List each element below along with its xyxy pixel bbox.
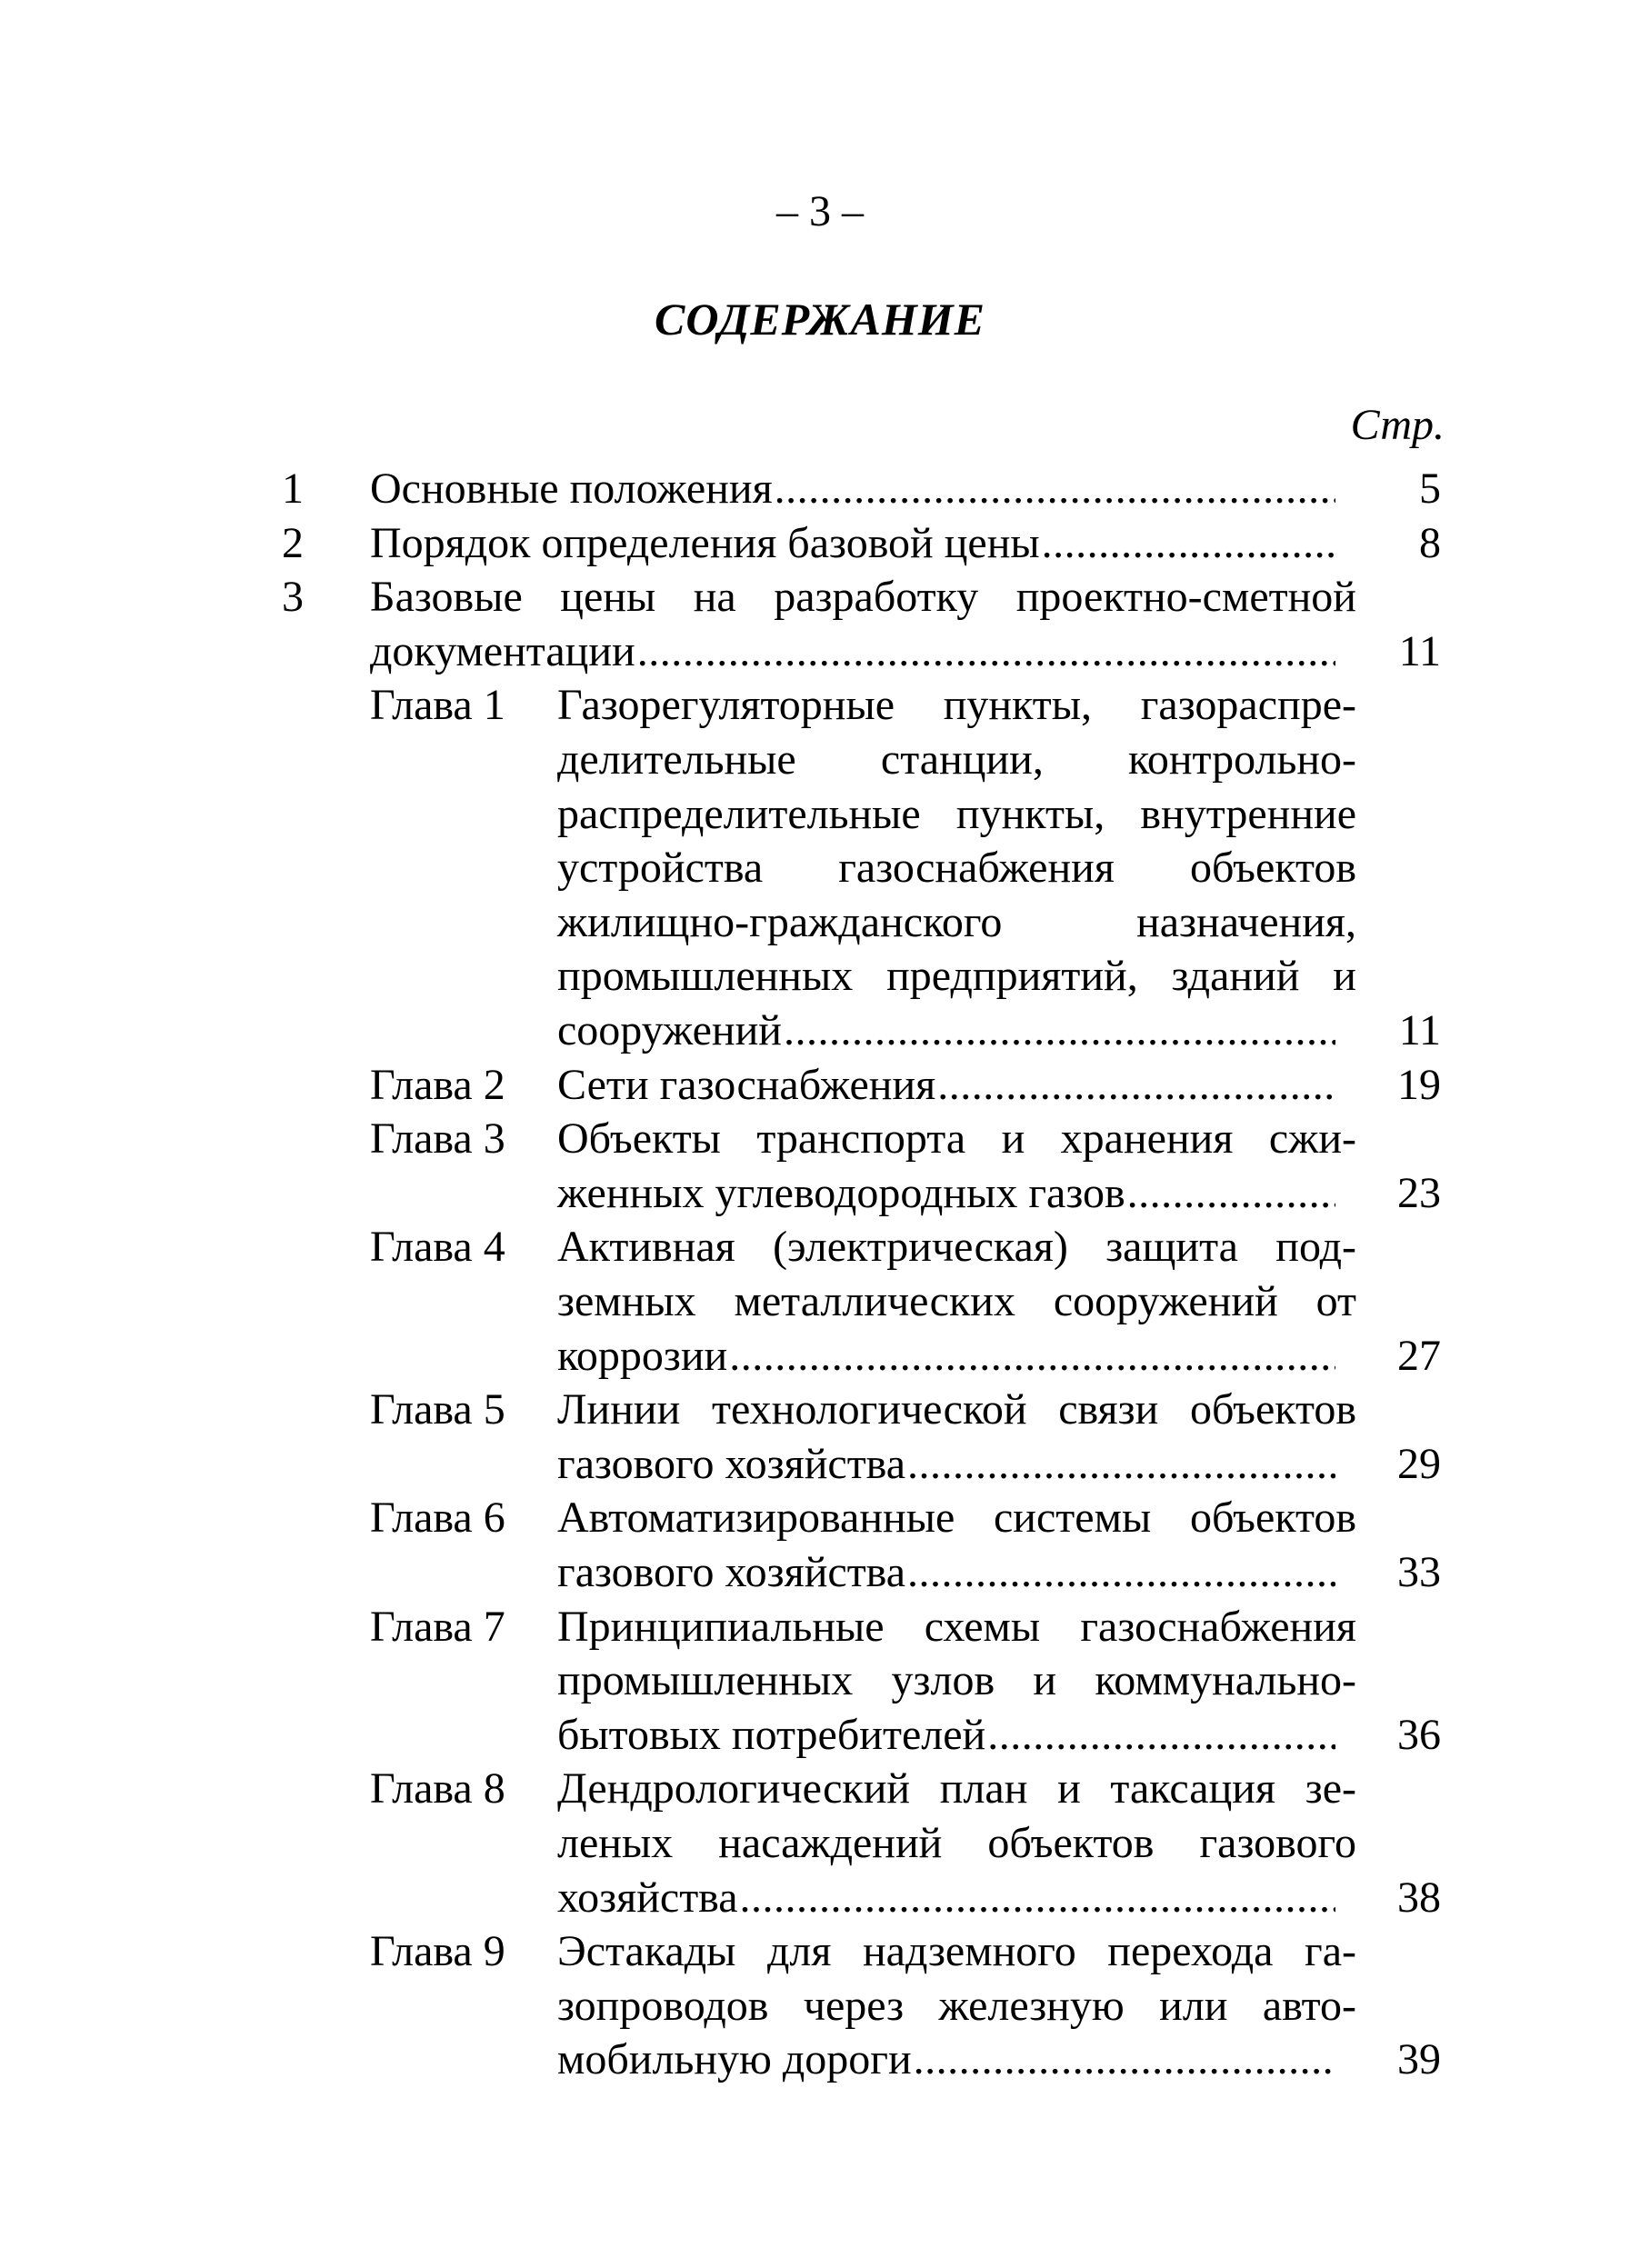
entry-last-line: [370, 462, 1335, 515]
entry-text-line: женных углеводородных газов: [557, 1168, 1125, 1217]
entry-text-line: Принципиальные схемы газоснабжения: [557, 1602, 1356, 1651]
entry-text-line: хозяйства: [557, 1873, 738, 1922]
entry-text-line: Объекты транспорта и хранения сжи-: [557, 1114, 1356, 1164]
entry-last-line: [557, 1004, 1335, 1057]
entry-last-line: [557, 1329, 1335, 1383]
entry-last-line: [557, 1058, 1335, 1112]
section-number: 2: [282, 518, 304, 567]
page-ref: 8: [1419, 518, 1441, 567]
entry-last-line: [557, 1545, 1335, 1599]
leader-dots: [740, 1871, 1335, 1924]
chapter-label: Глава 4: [370, 1223, 505, 1272]
page-column-header: Стр.: [1350, 401, 1445, 449]
entry-text-line: Эстакады для надземного перехода га-: [557, 1927, 1356, 1976]
chapter-label: Глава 3: [370, 1114, 505, 1164]
leader-dots: [987, 1708, 1335, 1762]
chapter-label: Глава 9: [370, 1927, 505, 1976]
page-ref: 11: [1398, 1006, 1441, 1054]
entry-text-line: жилищно-гражданского назначения,: [557, 897, 1356, 946]
page-ref: 11: [1398, 626, 1441, 675]
entry-text-line: Базовые цены на разработку проектно-сметной: [370, 573, 1356, 622]
page-ref: 36: [1397, 1710, 1441, 1759]
entry-text-line: промышленных узлов и коммунально-: [557, 1656, 1356, 1705]
entry-text-line: Газорегуляторные пункты, газораспре-: [557, 681, 1356, 730]
section-number: 3: [282, 573, 304, 622]
entry-text-line: Линии технологической связи объектов: [557, 1385, 1356, 1434]
entry-text-line: Автоматизированные системы объектов: [557, 1494, 1356, 1543]
page-title: СОДЕРЖАНИЕ: [654, 294, 986, 345]
page-ref: 23: [1397, 1168, 1441, 1217]
leader-dots: [937, 1058, 1335, 1112]
page-ref: 38: [1397, 1873, 1441, 1922]
leader-dots: [637, 624, 1335, 678]
page-ref: 39: [1397, 2035, 1441, 2084]
entry-text-line: делительные станции, контрольно-: [557, 735, 1356, 784]
entry-text-line: промышленных предприятий, зданий и: [557, 952, 1356, 1001]
leader-dots: [1042, 516, 1335, 570]
entry-text-line: газового хозяйства: [557, 1439, 906, 1488]
entry-last-line: [557, 2033, 1335, 2086]
entry-text-line: коррозии: [557, 1331, 728, 1380]
entry-text-line: Основные положения: [370, 465, 773, 513]
leader-dots: [907, 1545, 1335, 1599]
entry-text-line: Сети газоснабжения: [557, 1060, 936, 1109]
leader-dots: [784, 1004, 1335, 1057]
page-ref: 27: [1397, 1331, 1441, 1380]
entry-text-line: земных металлических сооружений от: [557, 1277, 1356, 1325]
entry-last-line: [557, 1871, 1335, 1924]
entry-text-line: зопроводов через железную или авто-: [557, 1981, 1356, 2030]
entry-text-line: устройства газоснабжения объектов: [557, 844, 1356, 893]
chapter-label: Глава 8: [370, 1764, 505, 1813]
page-ref: 19: [1397, 1060, 1441, 1109]
entry-text-line: Порядок определения базовой цены: [370, 518, 1040, 567]
leader-dots: [775, 462, 1335, 515]
entry-last-line: [370, 516, 1335, 570]
chapter-label: Глава 6: [370, 1494, 505, 1543]
entry-text-line: сооружений: [557, 1006, 782, 1054]
chapter-label: Глава 5: [370, 1385, 505, 1434]
page-ref: 33: [1397, 1548, 1441, 1596]
entry-text-line: мобильную дороги: [557, 2035, 912, 2084]
entry-last-line: [557, 1166, 1335, 1220]
entry-text-line: документации: [370, 626, 635, 675]
leader-dots: [1127, 1166, 1335, 1220]
entry-text-line: Дендрологический план и таксация зе-: [557, 1764, 1356, 1813]
entry-text-line: леных насаждений объектов газового: [557, 1819, 1356, 1867]
page-ref: 29: [1397, 1439, 1441, 1488]
chapter-label: Глава 1: [370, 681, 505, 730]
entry-last-line: [370, 624, 1335, 678]
entry-text-line: бытовых потребителей: [557, 1710, 986, 1759]
chapter-label: Глава 2: [370, 1060, 505, 1109]
leader-dots: [907, 1437, 1335, 1491]
entry-last-line: [557, 1708, 1335, 1762]
entry-text-line: распределительные пункты, внутренние: [557, 789, 1356, 838]
page-number: – 3 –: [776, 187, 864, 235]
page-ref: 5: [1419, 465, 1441, 513]
leader-dots: [914, 2033, 1335, 2086]
entry-last-line: [557, 1437, 1335, 1491]
chapter-label: Глава 7: [370, 1602, 505, 1651]
leader-dots: [729, 1329, 1335, 1383]
section-number: 1: [282, 465, 304, 513]
entry-text-line: газового хозяйства: [557, 1548, 906, 1596]
entry-text-line: Активная (электрическая) защита под-: [557, 1223, 1356, 1272]
